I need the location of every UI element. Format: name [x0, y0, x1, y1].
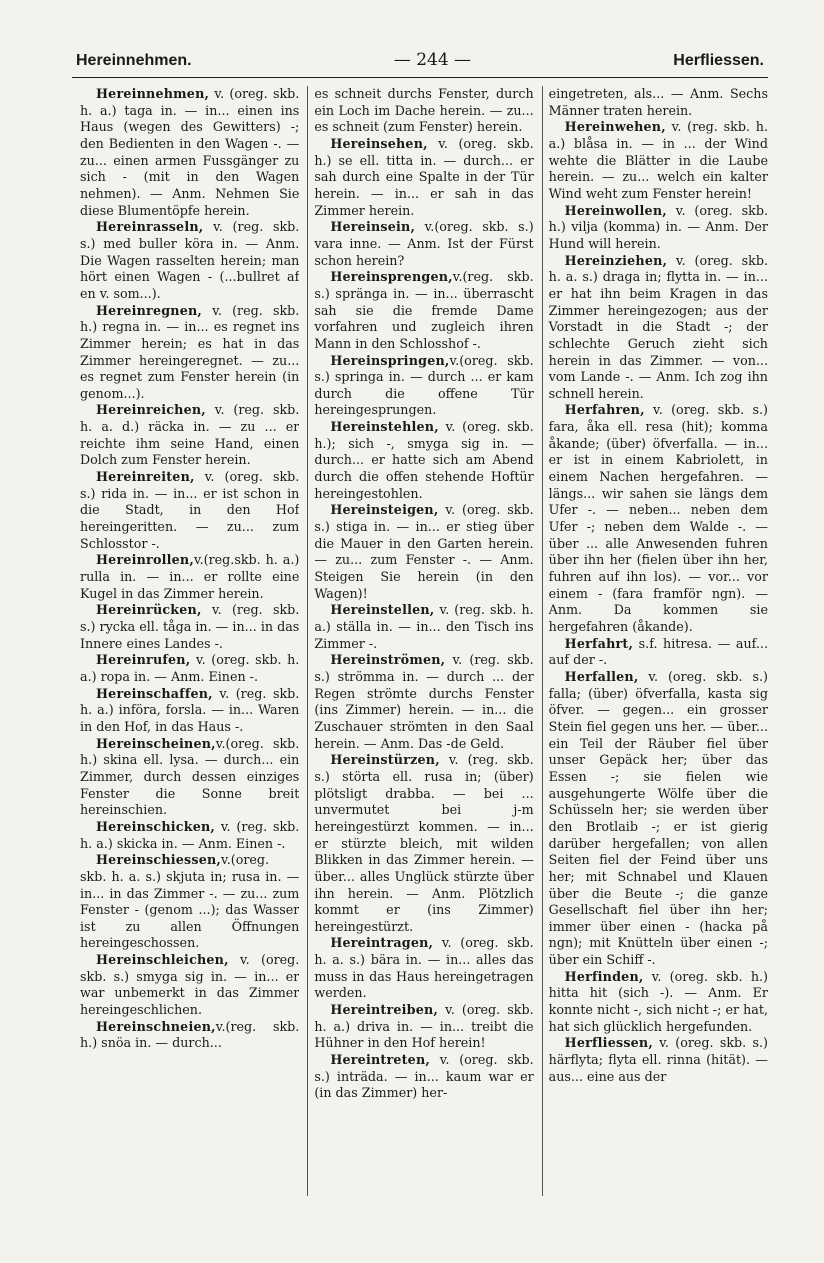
- entry-definition: v. (oreg. skb. h.) se ell. titta in. — durch... er sah durch eine Spalte in der Tür herein. — in... er sah in das Zimmer herein.: [314, 135, 534, 218]
- entry-headword: Hereinrasseln,: [96, 219, 204, 235]
- entry-definition: v. (oreg. skb. h. a.) taga in. — in... einen ins Haus (wegen des Gewitters) -; den Bedienten in den Wagen -. — zu... einen armen Fussgänger zu sich - (mit in den Wagen nehmen). — Anm. Nehmen Sie diese Blumentöpfe herein.: [80, 86, 300, 218]
- entry-continuation: eingetreten, als... — Anm. Sechs Männer traten herein.: [548, 86, 768, 118]
- entry-headword: Herfahren,: [564, 402, 645, 418]
- entry-headword: Herfahrt,: [564, 635, 634, 651]
- dictionary-entry: [314, 353, 533, 420]
- entry-definition: v. (reg. skb. s.) störta ell. rusa in; (über) plötsligt drabba. — bei ... unvermutet bei j-m hereingestürzt kommen. — in... er stürzte bleich, mit wilden Blikken in das Zimmer herein. — über... alles Unglück stürzte über ihn herein. — Anm. Plötzlich kommt er (ins Zimmer) hereingestürzt.: [314, 752, 534, 934]
- page-header: [76, 50, 764, 76]
- dictionary-entry: [549, 119, 768, 202]
- entry-definition: v.(reg.skb. h. a.) rulla in. — in... er rollte eine Kugel in das Zimmer herein.: [80, 552, 300, 601]
- entry-headword: Herfallen,: [564, 668, 639, 684]
- entry-headword: Hereinschleichen,: [96, 952, 229, 968]
- entry-definition: v. (oreg. skb. s.) inträda. — in... kaum war er (in das Zimmer) her-: [314, 1052, 534, 1101]
- entry-headword: Hereinströmen,: [330, 652, 446, 668]
- dictionary-entry: [549, 669, 768, 969]
- page-number: — 244 —: [393, 50, 472, 70]
- entry-definition: v.(oreg. skb. s.) vara inne. — Anm. Ist der Fürst schon herein?: [314, 219, 534, 268]
- dictionary-columns: [80, 86, 768, 1196]
- dictionary-entry: [314, 935, 533, 1002]
- dictionary-entry: [549, 253, 768, 403]
- entry-definition: v. (oreg. skb. s.) falla; (über) öfverfalla, kasta sig öfver. — gegen... ein grosser Stein fiel gegen uns her. — über... ein Teil der Räuber fiel über unser Gepäck her; über das Essen -; sie fielen wie ausgehungerte Wölfe über die Schüsseln her; sie werden über den Brotlaib -; er ist gierig darüber hergefallen; von allen Seiten fiel der Feind über uns her; mit Schnabel und Klauen über die Beute -; die ganze Gesellschaft fiel über ihn her; immer über einen - (hacka på ngn); mit Knütteln über einen -; über ein Schiff -.: [548, 668, 768, 968]
- dictionary-entry: [80, 736, 299, 819]
- entry-definition: v. (oreg. skb. s.) stiga in. — in... er stieg über die Mauer in den Garten herein. — zu... zum Fenster -. — Anm. Steigen Sie herein (in den Wagen)!: [314, 502, 534, 601]
- dictionary-entry: [80, 402, 299, 469]
- entry-definition: v. (oreg. skb. h. a. s.) draga in; flytta in. — in... er hat ihn beim Kragen in das Zimmer hereingezogen; aus der Vorstadt in die Stadt -; der schlechte Geruch zieht sich herein in das Zimmer. — von... vom Lande -. — Anm. Ich zog ihn schnell herein.: [548, 252, 768, 401]
- dictionary-entry: [80, 1019, 299, 1052]
- entry-headword: Herfinden,: [564, 968, 644, 984]
- dictionary-entry: [314, 1052, 533, 1102]
- dictionary-entry: [80, 686, 299, 736]
- entry-headword: Hereintreten,: [330, 1052, 430, 1068]
- column-2: [307, 86, 533, 1196]
- entry-definition: v.(oreg. skb. h. a. s.) skjuta in; rusa in. — in... in das Zimmer -. — zu... zum Fenster - (genom ...); das Wasser ist zu allen Öffnungen hereingeschossen.: [80, 852, 300, 951]
- entry-definition: v. (oreg. skb. h. a.) driva in. — in... treibt die Hühner in den Hof herein!: [314, 1002, 534, 1051]
- entry-headword: Hereinscheinen,: [96, 735, 216, 751]
- entry-headword: Hereinstellen,: [330, 602, 435, 618]
- entry-definition: v.(oreg. skb. s.) springa in. — durch ... er kam durch die offene Tür hereingesprungen.: [314, 352, 534, 418]
- dictionary-entry: [314, 652, 533, 752]
- entry-definition: v. (oreg. skb. s.) fara, åka ell. resa (hit); komma åkande; (über) öfverfalla. — in... er ist in einem Kabriolett, in einem Nachen hergefahren. — längs... wir sahen sie längs dem Ufer -. — neben... neben dem Ufer -; neben dem Walde -. — über ... alle Anwesenden fuhren über ihn her (fielen über ihn her, fuhren auf ihn los). — vor... vor einem - (fara framför ngn). — Anm. Da kommen sie hergefahren (åkande).: [548, 402, 768, 634]
- entry-headword: Hereinrücken,: [96, 602, 202, 618]
- header-right-guideword: Herfliessen.: [673, 52, 764, 69]
- entry-headword: Hereinstürzen,: [330, 752, 440, 768]
- dictionary-entry: [80, 86, 299, 219]
- entry-headword: Hereinschiessen,: [96, 852, 222, 868]
- dictionary-entry: [80, 219, 299, 302]
- dictionary-entry: [80, 652, 299, 685]
- entry-definition: v. (oreg. skb. h. a.) ropa in. — Anm. Einen -.: [80, 652, 300, 684]
- entry-headword: Hereinwollen,: [564, 202, 667, 218]
- dictionary-entry: [80, 819, 299, 852]
- dictionary-entry: [80, 552, 299, 602]
- entry-headword: Hereinziehen,: [564, 252, 668, 268]
- dictionary-entry: [314, 269, 533, 352]
- entry-headword: Hereinregnen,: [96, 302, 203, 318]
- dictionary-entry: [314, 419, 533, 502]
- entry-definition: v. (reg. skb. h. a.) skicka in. — Anm. Einen -.: [80, 818, 300, 851]
- header-left-guideword: Hereinnehmen.: [76, 52, 192, 69]
- entry-headword: Hereinschneien,: [96, 1018, 216, 1034]
- entry-definition: v. (oreg. skb. s.) rida in. — in... er ist schon in die Stadt, in den Hof hereingeritten. — zu... zum Schlosstor -.: [80, 469, 300, 551]
- dictionary-entry: [314, 1002, 533, 1052]
- dictionary-entry: [80, 469, 299, 552]
- dictionary-entry: [549, 402, 768, 635]
- entry-headword: Hereinreichen,: [96, 402, 206, 418]
- dictionary-entry: [314, 502, 533, 602]
- entry-headword: Hereintreiben,: [330, 1002, 439, 1018]
- entry-definition: v.(oreg. skb. h.) skina ell. lysa. — durch... ein Zimmer, durch dessen einziges Fenster die Sonne breit hereinschien.: [80, 735, 300, 818]
- entry-headword: Hereinsprengen,: [330, 269, 453, 285]
- entry-headword: Hereinstehlen,: [330, 419, 439, 435]
- column-1: [80, 86, 299, 1196]
- header-rule: [72, 77, 768, 78]
- entry-definition: v.(reg. skb. h.) snöa in. — durch...: [80, 1018, 300, 1051]
- entry-definition: v. (oreg. skb. s.) härflyta; flyta ell. rinna (hität). — aus... eine aus der: [548, 1035, 768, 1084]
- entry-headword: Hereinrufen,: [96, 652, 191, 668]
- entry-definition: v. (reg. skb. s.) med buller köra in. — Anm. Die Wagen rasselten herein; man hört einen Wagen - (...bullret af en v. som...).: [80, 219, 300, 301]
- entry-definition: v. (oreg. skb. h.) hitta hit (sich -). — Anm. Er konnte nicht -, sich nicht -; er hat, hat sich glücklich hergefunden.: [548, 968, 768, 1034]
- entry-headword: Hereintragen,: [330, 935, 434, 951]
- dictionary-entry: [549, 1035, 768, 1085]
- entry-continuation: es schneit durchs Fenster, durch ein Loch im Dache herein. — zu... es schneit (zum Fenster) herein.: [314, 86, 534, 135]
- entry-definition: v. (reg. skb. h.) regna in. — in... es regnet ins Zimmer herein; es hat in das Zimmer hereingeregnet. — zu... es regnet zum Fenster herein (in genom...).: [80, 302, 300, 401]
- entry-headword: Hereinreiten,: [96, 469, 195, 485]
- entry-headword: Hereinwehen,: [564, 119, 666, 135]
- dictionary-entry: [549, 636, 768, 669]
- entry-definition: v. (reg. skb. h. a. d.) räcka in. — zu ... er reichte ihm seine Hand, einen Dolch zum Fenster herein.: [80, 402, 300, 468]
- entry-definition: v. (reg. skb. s.) rycka ell. tåga in. — in... in das Innere eines Landes -.: [80, 602, 300, 651]
- entry-definition: v. (oreg. skb. h.); sich -, smyga sig in. — durch... er hatte sich am Abend durch die offen stehende Hoftür hereingestohlen.: [314, 419, 534, 501]
- entry-definition: v. (reg. skb. h. a.) ställa in. — in... den Tisch ins Zimmer -.: [314, 602, 534, 651]
- dictionary-entry: [314, 136, 533, 219]
- entry-definition: v.(reg. skb. s.) spränga in. — in... überrascht sah sie die fremde Dame vorfahren und zugleich ihren Mann in den Schlosshof -.: [314, 269, 534, 351]
- entry-definition: v. (reg. skb. s.) strömma in. — durch ... der Regen strömte durchs Fenster (ins Zimmer) herein. — in... die Zuschauer strömten in den Saal herein. — Anm. Das -de Geld.: [314, 652, 534, 751]
- entry-definition: s.f. hitresa. — auf... auf der -.: [548, 635, 768, 668]
- dictionary-entry: [80, 303, 299, 403]
- entry-definition: v. (reg. skb. h. a.) införa, forsla. — in... Waren in den Hof, in das Haus -.: [80, 685, 300, 734]
- entry-definition: v. (oreg. skb. s.) smyga sig in. — in... er war unbemerkt in das Zimmer hereingeschlichen.: [80, 952, 300, 1018]
- entry-headword: Hereinsteigen,: [330, 502, 439, 518]
- entry-definition: v. (oreg. skb. h. a. s.) bära in. — in... alles das muss in das Haus hereingetragen werden.: [314, 935, 534, 1001]
- entry-headword: Herfliessen,: [564, 1035, 653, 1051]
- entry-headword: Hereinsein,: [330, 219, 416, 235]
- entry-definition: v. (reg. skb. h. a.) blåsa in. — in ... der Wind wehte die Blätter in die Laube herein. — zu... welch ein kalter Wind weht zum Fenster herein!: [548, 119, 768, 201]
- entry-headword: Hereinschicken,: [96, 818, 216, 834]
- entry-headword: Hereinspringen,: [330, 352, 450, 368]
- dictionary-entry: [314, 602, 533, 652]
- dictionary-entry: [314, 752, 533, 935]
- dictionary-entry: [549, 969, 768, 1036]
- entry-headword: Hereinnehmen,: [96, 86, 210, 101]
- dictionary-entry: [80, 952, 299, 1019]
- dictionary-entry: [549, 203, 768, 253]
- entry-definition: v. (oreg. skb. h.) vilja (komma) in. — Anm. Der Hund will herein.: [548, 202, 768, 251]
- dictionary-entry: [314, 219, 533, 269]
- entry-headword: Hereinschaffen,: [96, 685, 213, 701]
- entry-headword: Hereinrollen,: [96, 552, 194, 568]
- dictionary-entry: [80, 602, 299, 652]
- entry-headword: Hereinsehen,: [330, 135, 428, 151]
- column-3: [542, 86, 768, 1196]
- dictionary-entry: [80, 852, 299, 952]
